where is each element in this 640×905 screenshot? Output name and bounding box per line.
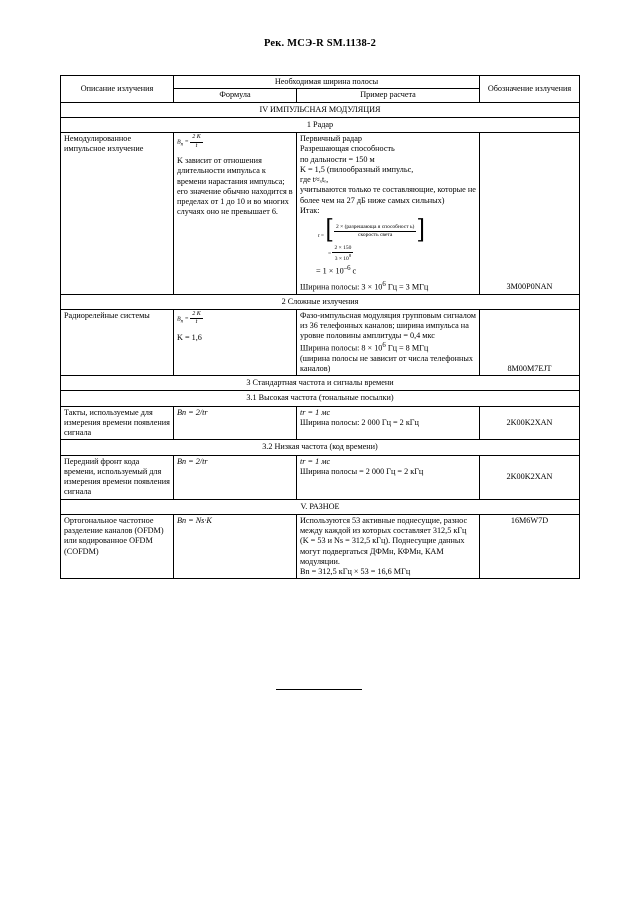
equation-denominator: скорость света (358, 231, 393, 238)
formula-note: K = 1,6 (177, 332, 202, 342)
row-example (297, 133, 480, 295)
example-line: Ширина полосы = 2 000 Гц = 2 кГц (300, 466, 424, 476)
formula-numerator: 2 K (190, 134, 203, 143)
equation-numerator: 2 × (разрешающа я способност ь) (335, 223, 415, 230)
row-formula (174, 133, 297, 295)
example-line: K = 1,5 (пилообразный импульс, (300, 164, 414, 174)
header-designation: Обозначение излучения (480, 76, 580, 103)
bandwidth-exponent: 6 (382, 341, 386, 349)
subsection-heading: 3 Стандартная частота и сигналы времени (61, 376, 580, 391)
example-line: где t≈ₓtᵣ, (300, 175, 329, 184)
formula-subscript: n (180, 319, 184, 325)
example-line: Итак: (300, 205, 320, 215)
bandwidth-tail: Гц = 3 МГц (385, 282, 429, 292)
example-result: Bn = 312,5 кГц × 53 = 16,6 МГц (300, 567, 411, 577)
bandwidth-tail: Гц = 8 МГц (385, 343, 429, 353)
example-note: (ширина полосы не зависит от числа телефонных каналов) (300, 353, 474, 373)
equation2-numerator: 2 × 150 (334, 245, 352, 251)
header-formula: Формула (174, 89, 297, 102)
row-example (297, 455, 480, 499)
formula-numerator: 2 K (190, 311, 203, 320)
example-line: Ширина полосы: 2 000 Гц = 2 кГц (300, 417, 419, 427)
example-line: Разрешающая способность (300, 144, 395, 154)
row-formula (174, 309, 297, 375)
row-formula: Bn = 2/tr (174, 406, 297, 440)
bandwidth-table (60, 75, 580, 579)
table-row (61, 514, 580, 579)
section-heading: IV ИМПУЛЬСНАЯ МОДУЛЯЦИЯ (61, 102, 580, 117)
row-designation: 2K00K2XAN (480, 455, 580, 499)
formula-symbol: B (177, 139, 181, 146)
formula-denominator: t (195, 319, 198, 326)
equation3-unit: с (350, 266, 357, 276)
equation3: = 1 × 10 (316, 266, 344, 276)
formula-expression: $B_n$ = $\frac{2 K}{t}$ (177, 310, 201, 326)
row-designation: 2K00K2XAN (480, 406, 580, 440)
table-row (61, 406, 580, 440)
row-description: Передний фронт кода времени, используемый для измерения времени появления сигнала (61, 455, 174, 499)
formula-note: K зависит от отношения длительности импульса к времени нарастания импульса; его значение обычно находится в пределах от 1 до 10 и во многих случаях оно не превышает 6. (177, 156, 293, 217)
section-heading: V. РАЗНОЕ (61, 499, 580, 514)
bandwidth-value: Ширина полосы: 3 × 10 (300, 282, 383, 292)
row-description: Немодулированное импульсное излучение (61, 133, 174, 295)
table-row (61, 455, 580, 499)
subsection-heading: 2 Сложные излучения (61, 294, 580, 309)
row-description: Ортогональное частотное разделение каналов (OFDM) или кодированное OFDM (COFDM) (61, 514, 174, 579)
example-text: Фазо-импульсная модуляция групповым сигналом из 36 телефонных каналов; ширина импульса на уровне половины амплитуды = 0,4 мкс (300, 310, 476, 341)
subsection-heading: 1 Радар (61, 117, 580, 132)
example-line: учитываются только те составляющие, которые не более чем на 27 дБ ниже самых сильных) (300, 185, 476, 205)
bandwidth-value: Ширина полосы: 8 × 10 (300, 343, 383, 353)
row-formula: Bn = 2/tr (174, 455, 297, 499)
example-line: tr = 1 мс (300, 407, 331, 417)
subsection-heading: 3.1 Высокая частота (тональные посылки) (61, 391, 580, 406)
row-example (297, 406, 480, 440)
header-example: Пример расчета (297, 89, 480, 102)
equation-lhs: t (318, 233, 320, 239)
row-formula: Bn = Ns·K (174, 514, 297, 579)
page-title: Рек. МСЭ-R SM.1138-2 (263, 38, 377, 49)
footer-divider (276, 689, 362, 690)
subsection-heading: 3.2 Низкая частота (код времени) (61, 440, 580, 455)
example-line: Первичный радар (300, 134, 362, 143)
formula-denominator: t (195, 142, 198, 149)
row-example (297, 514, 480, 579)
row-description: Радиорелейные системы (61, 309, 174, 375)
equation3-exponent: –6 (343, 264, 351, 272)
header-row (61, 76, 580, 89)
header-bandwidth: Необходимая ширина полосы (174, 76, 480, 89)
row-designation: 3M00P0NAN (480, 133, 580, 295)
bandwidth-exponent: 6 (382, 280, 386, 288)
row-designation: 8M00M7EJT (480, 309, 580, 375)
example-line: по дальности = 150 м (300, 154, 375, 164)
equation2-denominator: 3 × 10 (334, 255, 349, 262)
header-description: Описание излучения (61, 76, 174, 103)
formula-subscript: n (180, 142, 184, 148)
equation-block: t = [ $\frac{\text{2 × (разрешающа я способност ь)}}{\text{скорость света}}$ ] = $\frac{2 \times 150}{3 \times 10^8}$ (318, 215, 425, 262)
formula-expression: $B_n$ = $\frac{2 K}{t}$ (177, 134, 201, 149)
example-line: tr = 1 мс (300, 456, 331, 466)
equation2-exponent: 8 (348, 252, 352, 258)
table-row (61, 309, 580, 375)
row-designation: 16M6W7D (480, 514, 580, 579)
row-example (297, 309, 480, 375)
table-row (61, 133, 580, 295)
formula-symbol: B (177, 316, 181, 323)
row-description: Такты, используемые для измерения времени появления сигнала (61, 406, 174, 440)
example-text: Используются 53 активные поднесущие, разнос между каждой из которых составляет 312,5 кГц (K = 53 и Ns = 312,5 кГц). Поднесущие данных могут подвергаться ДФМн, КФМн, КАМ модуляции. (300, 515, 468, 566)
